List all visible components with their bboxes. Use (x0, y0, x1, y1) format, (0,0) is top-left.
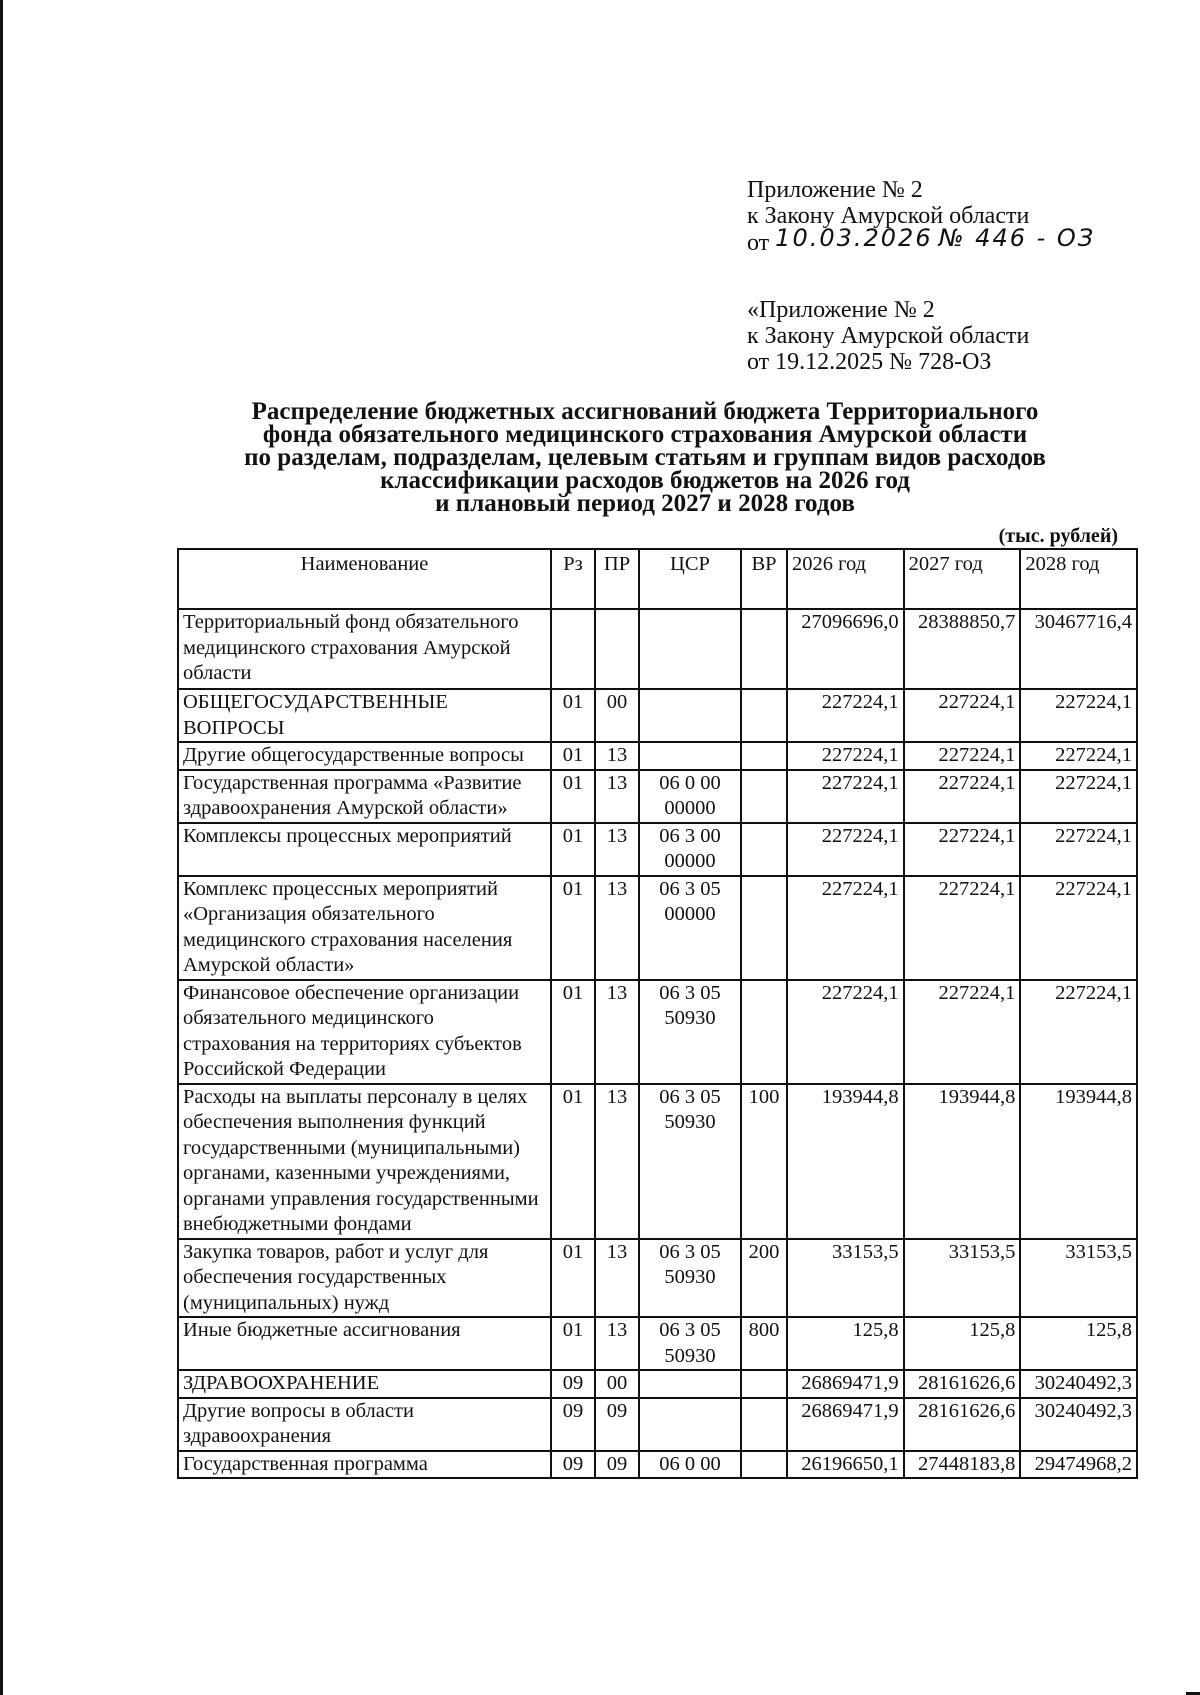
cell-rz: 09 (551, 1370, 595, 1398)
cell-2028: 227224,1 (1020, 689, 1137, 742)
cell-2026: 227224,1 (787, 823, 904, 876)
cell-2028: 125,8 (1020, 1317, 1137, 1370)
cell-rz: 01 (551, 742, 595, 770)
previous-annex-line-3: от 19.12.2025 № 728-ОЗ (747, 349, 992, 375)
cell-2028: 30240492,3 (1020, 1398, 1137, 1451)
cell-name: Государственная программа (178, 1451, 551, 1479)
cell-rz: 01 (551, 1084, 595, 1239)
handwritten-date: 10.03.2026 (775, 224, 933, 252)
cell-2027: 28388850,7 (904, 609, 1021, 689)
cell-pr: 13 (595, 823, 639, 876)
title-line-1: Распределение бюджетных ассигнований бюджета Территориального (251, 398, 1039, 425)
cell-name: Другие общегосударственные вопросы (178, 742, 551, 770)
cell-vr: 800 (741, 1317, 787, 1370)
cell-2027: 227224,1 (904, 770, 1021, 823)
cell-2027: 227224,1 (904, 689, 1021, 742)
cell-name: Иные бюджетные ассигнования (178, 1317, 551, 1370)
cell-pr: 00 (595, 1370, 639, 1398)
cell-2026: 33153,5 (787, 1239, 904, 1318)
table-body (178, 609, 1137, 1478)
cell-rz: 01 (551, 1239, 595, 1318)
cell-2026: 227224,1 (787, 770, 904, 823)
cell-2026: 26869471,9 (787, 1398, 904, 1451)
cell-pr: 09 (595, 1398, 639, 1451)
cell-2028: 33153,5 (1020, 1239, 1137, 1318)
cell-2026: 227224,1 (787, 689, 904, 742)
table-row (178, 876, 1137, 980)
table-row (178, 689, 1137, 742)
cell-rz (551, 609, 595, 689)
table-row (178, 980, 1137, 1084)
cell-csr (639, 609, 741, 689)
cell-csr (639, 689, 741, 742)
cell-pr (595, 609, 639, 689)
handwritten-number: № 446 - ОЗ (938, 224, 1096, 252)
cell-vr (741, 1451, 787, 1479)
cell-vr (741, 689, 787, 742)
annex-header (747, 177, 1095, 256)
cell-2026: 26869471,9 (787, 1370, 904, 1398)
cell-csr (639, 742, 741, 770)
cell-csr: 06 3 05 00000 (639, 876, 741, 980)
cell-pr: 13 (595, 980, 639, 1084)
cell-2027: 28161626,6 (904, 1370, 1021, 1398)
cell-rz: 01 (551, 876, 595, 980)
cell-name: ОБЩЕГОСУДАРСТВЕННЫЕ ВОПРОСЫ (178, 689, 551, 742)
header-rz: Рз (551, 549, 595, 609)
header-vr: ВР (741, 549, 787, 609)
table-row (178, 823, 1137, 876)
cell-pr: 13 (595, 1239, 639, 1318)
cell-vr (741, 1398, 787, 1451)
annex-line-2: к Закону Амурской области (747, 203, 1030, 229)
table-row (178, 1451, 1137, 1479)
cell-csr (639, 1370, 741, 1398)
table-row (178, 1239, 1137, 1318)
table-header-row (178, 549, 1137, 609)
cell-2027: 125,8 (904, 1317, 1021, 1370)
header-2026: 2026 год (787, 549, 904, 609)
cell-csr: 06 0 00 00000 (639, 770, 741, 823)
cell-pr: 13 (595, 1084, 639, 1239)
cell-csr: 06 3 05 50930 (639, 1317, 741, 1370)
cell-2026: 27096696,0 (787, 609, 904, 689)
table-row (178, 1084, 1137, 1239)
cell-pr: 09 (595, 1451, 639, 1479)
cell-name: Закупка товаров, работ и услуг для обеспечения государственных (муниципальных) нужд (178, 1239, 551, 1318)
cell-rz: 09 (551, 1398, 595, 1451)
cell-2028: 30467716,4 (1020, 609, 1137, 689)
title-line-2: фонда обязательного медицинского страхования Амурской области (262, 421, 1028, 448)
table-row (178, 742, 1137, 770)
cell-2028: 193944,8 (1020, 1084, 1137, 1239)
cell-csr: 06 3 05 50930 (639, 980, 741, 1084)
header-name: Наименование (178, 549, 551, 609)
cell-csr: 06 3 00 00000 (639, 823, 741, 876)
cell-2027: 33153,5 (904, 1239, 1021, 1318)
document-title (160, 400, 1130, 515)
budget-table (177, 548, 1138, 1479)
scan-left-edge (0, 0, 3, 1695)
units-label: (тыс. рублей) (998, 525, 1118, 547)
cell-name: Комплексы процессных мероприятий (178, 823, 551, 876)
annex-line-1: Приложение № 2 (747, 177, 923, 203)
header-pr: ПР (595, 549, 639, 609)
cell-2026: 193944,8 (787, 1084, 904, 1239)
cell-2027: 27448183,8 (904, 1451, 1021, 1479)
cell-csr: 06 3 05 50930 (639, 1084, 741, 1239)
cell-rz: 01 (551, 980, 595, 1084)
cell-name: ЗДРАВООХРАНЕНИЕ (178, 1370, 551, 1398)
cell-pr: 00 (595, 689, 639, 742)
cell-vr (741, 1370, 787, 1398)
title-line-4: классификации расходов бюджетов на 2026 год (380, 467, 910, 494)
cell-2026: 227224,1 (787, 742, 904, 770)
cell-2028: 227224,1 (1020, 876, 1137, 980)
previous-annex-line-2: к Закону Амурской области (747, 323, 1030, 349)
cell-vr (741, 609, 787, 689)
cell-2027: 227224,1 (904, 742, 1021, 770)
header-2028: 2028 год (1020, 549, 1137, 609)
cell-vr: 200 (741, 1239, 787, 1318)
cell-2027: 227224,1 (904, 876, 1021, 980)
table-row (178, 770, 1137, 823)
cell-pr: 13 (595, 770, 639, 823)
cell-2028: 227224,1 (1020, 742, 1137, 770)
cell-vr (741, 770, 787, 823)
cell-vr (741, 823, 787, 876)
cell-rz: 09 (551, 1451, 595, 1479)
cell-2028: 227224,1 (1020, 770, 1137, 823)
cell-2028: 227224,1 (1020, 980, 1137, 1084)
cell-vr (741, 742, 787, 770)
cell-rz: 01 (551, 689, 595, 742)
cell-rz: 01 (551, 1317, 595, 1370)
annex-line-3 (747, 224, 1096, 256)
cell-rz: 01 (551, 823, 595, 876)
cell-2027: 28161626,6 (904, 1398, 1021, 1451)
title-line-5: и плановый период 2027 и 2028 годов (435, 490, 855, 517)
previous-annex-line-1: «Приложение № 2 (747, 297, 935, 323)
header-csr: ЦСР (639, 549, 741, 609)
cell-name: Финансовое обеспечение организации обязательного медицинского страхования на территориях субъектов Российской Федерации (178, 980, 551, 1084)
cell-vr: 100 (741, 1084, 787, 1239)
table-row (178, 1398, 1137, 1451)
cell-2027: 227224,1 (904, 823, 1021, 876)
cell-2026: 26196650,1 (787, 1451, 904, 1479)
cell-pr: 13 (595, 742, 639, 770)
cell-rz: 01 (551, 770, 595, 823)
cell-2028: 30240492,3 (1020, 1370, 1137, 1398)
previous-annex-header (747, 297, 1029, 375)
cell-pr: 13 (595, 1317, 639, 1370)
cell-csr (639, 1398, 741, 1451)
cell-2026: 125,8 (787, 1317, 904, 1370)
cell-vr (741, 980, 787, 1084)
cell-name: Комплекс процессных мероприятий «Организация обязательного медицинского страхования населения Амурской области» (178, 876, 551, 980)
cell-2026: 227224,1 (787, 876, 904, 980)
cell-csr: 06 3 05 50930 (639, 1239, 741, 1318)
annex-date-prefix: от (747, 230, 770, 256)
cell-name: Другие вопросы в области здравоохранения (178, 1398, 551, 1451)
cell-vr (741, 876, 787, 980)
cell-2027: 227224,1 (904, 980, 1021, 1084)
cell-2028: 29474968,2 (1020, 1451, 1137, 1479)
title-line-3: по разделам, подразделам, целевым статьям и группам видов расходов (244, 444, 1046, 471)
cell-2028: 227224,1 (1020, 823, 1137, 876)
cell-2027: 193944,8 (904, 1084, 1021, 1239)
cell-name: Территориальный фонд обязательного медицинского страхования Амурской области (178, 609, 551, 689)
cell-name: Государственная программа «Развитие здравоохранения Амурской области» (178, 770, 551, 823)
table-row (178, 1317, 1137, 1370)
cell-pr: 13 (595, 876, 639, 980)
cell-name: Расходы на выплаты персоналу в целях обеспечения выполнения функций государственными (муниципальными) органами, казенными учреждениями, органами управления государственными внебюджетными фондами (178, 1084, 551, 1239)
cell-2026: 227224,1 (787, 980, 904, 1084)
table-row (178, 1370, 1137, 1398)
header-2027: 2027 год (904, 549, 1021, 609)
cell-csr: 06 0 00 (639, 1451, 741, 1479)
table-row (178, 609, 1137, 689)
